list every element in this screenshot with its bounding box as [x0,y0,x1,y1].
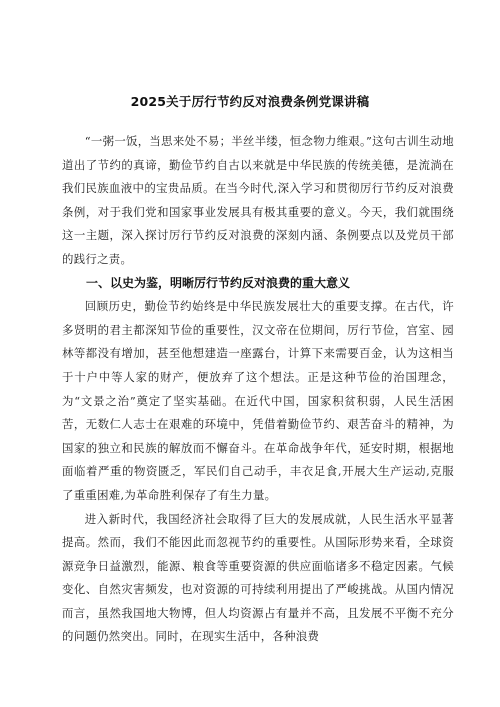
history-paragraph: 回顾历史，勤俭节约始终是中华民族发展壮大的重要支撑。在古代，许多贤明的君主都深知节俭的重要性，汉文帝在位期间，厉行节俭，宫室、园林等都没有增加，甚至他想建造一座露台，计算下来需要百金，认为这相当于十户中等人家的财产，便放弃了这个想法。正是这种节俭的治国理念，为“文景之治”奠定了坚实基础。在近代中国，国家积贫积弱，人民生活困苦，无数仁人志士在艰难的环境中，凭借着勤俭节约、艰苦奋斗的精神，为国家的独立和民族的解放而不懈奋斗。在革命战争年代，延安时期，根据地面临着严重的物资匮乏，军民们自己动手，丰衣足食,开展大生产运动,克服了重重困难,为革命胜利保存了有生力量。 [62,299,454,502]
document-body [62,130,454,649]
intro-paragraph: “一粥一饭，当思来处不易；半丝半缕，恒念物力维艰。”这句古训生动地道出了节约的真谛，勤俭节约自古以来就是中华民族的传统美德，是流淌在我们民族血液中的宝贵品质。在当今时代,深入学习和贯彻厉行节约反对浪费条例，对于我们党和国家事业发展具有极其重要的意义。今天，我们就围绕这一主题，深入探讨厉行节约反对浪费的深刻内涵、条例要点以及党员干部的践行之责。 [62,134,454,266]
document-title: 2025关于厉行节约反对浪费条例党课讲稿 [130,94,370,109]
section-heading-1: 一、以史为鉴，明晰厉行节约反对浪费的重大意义 [86,275,351,290]
new-era-paragraph: 进入新时代，我国经济社会取得了巨大的发展成就，人民生活水平显著提高。然而，我们不能因此而忽视节约的重要性。从国际形势来看，全球资源竞争日益激烈，能源、粮食等重要资源的供应面临诸多不稳定因素。气候变化、自然灾害频发，也对资源的可持续利用提出了严峻挑战。从国内情况而言，虽然我国地大物博，但人均资源占有量并不高，且发展不平衡不充分的问题仍然突出。同时，在现实生活中，各种浪费 [62,511,454,644]
